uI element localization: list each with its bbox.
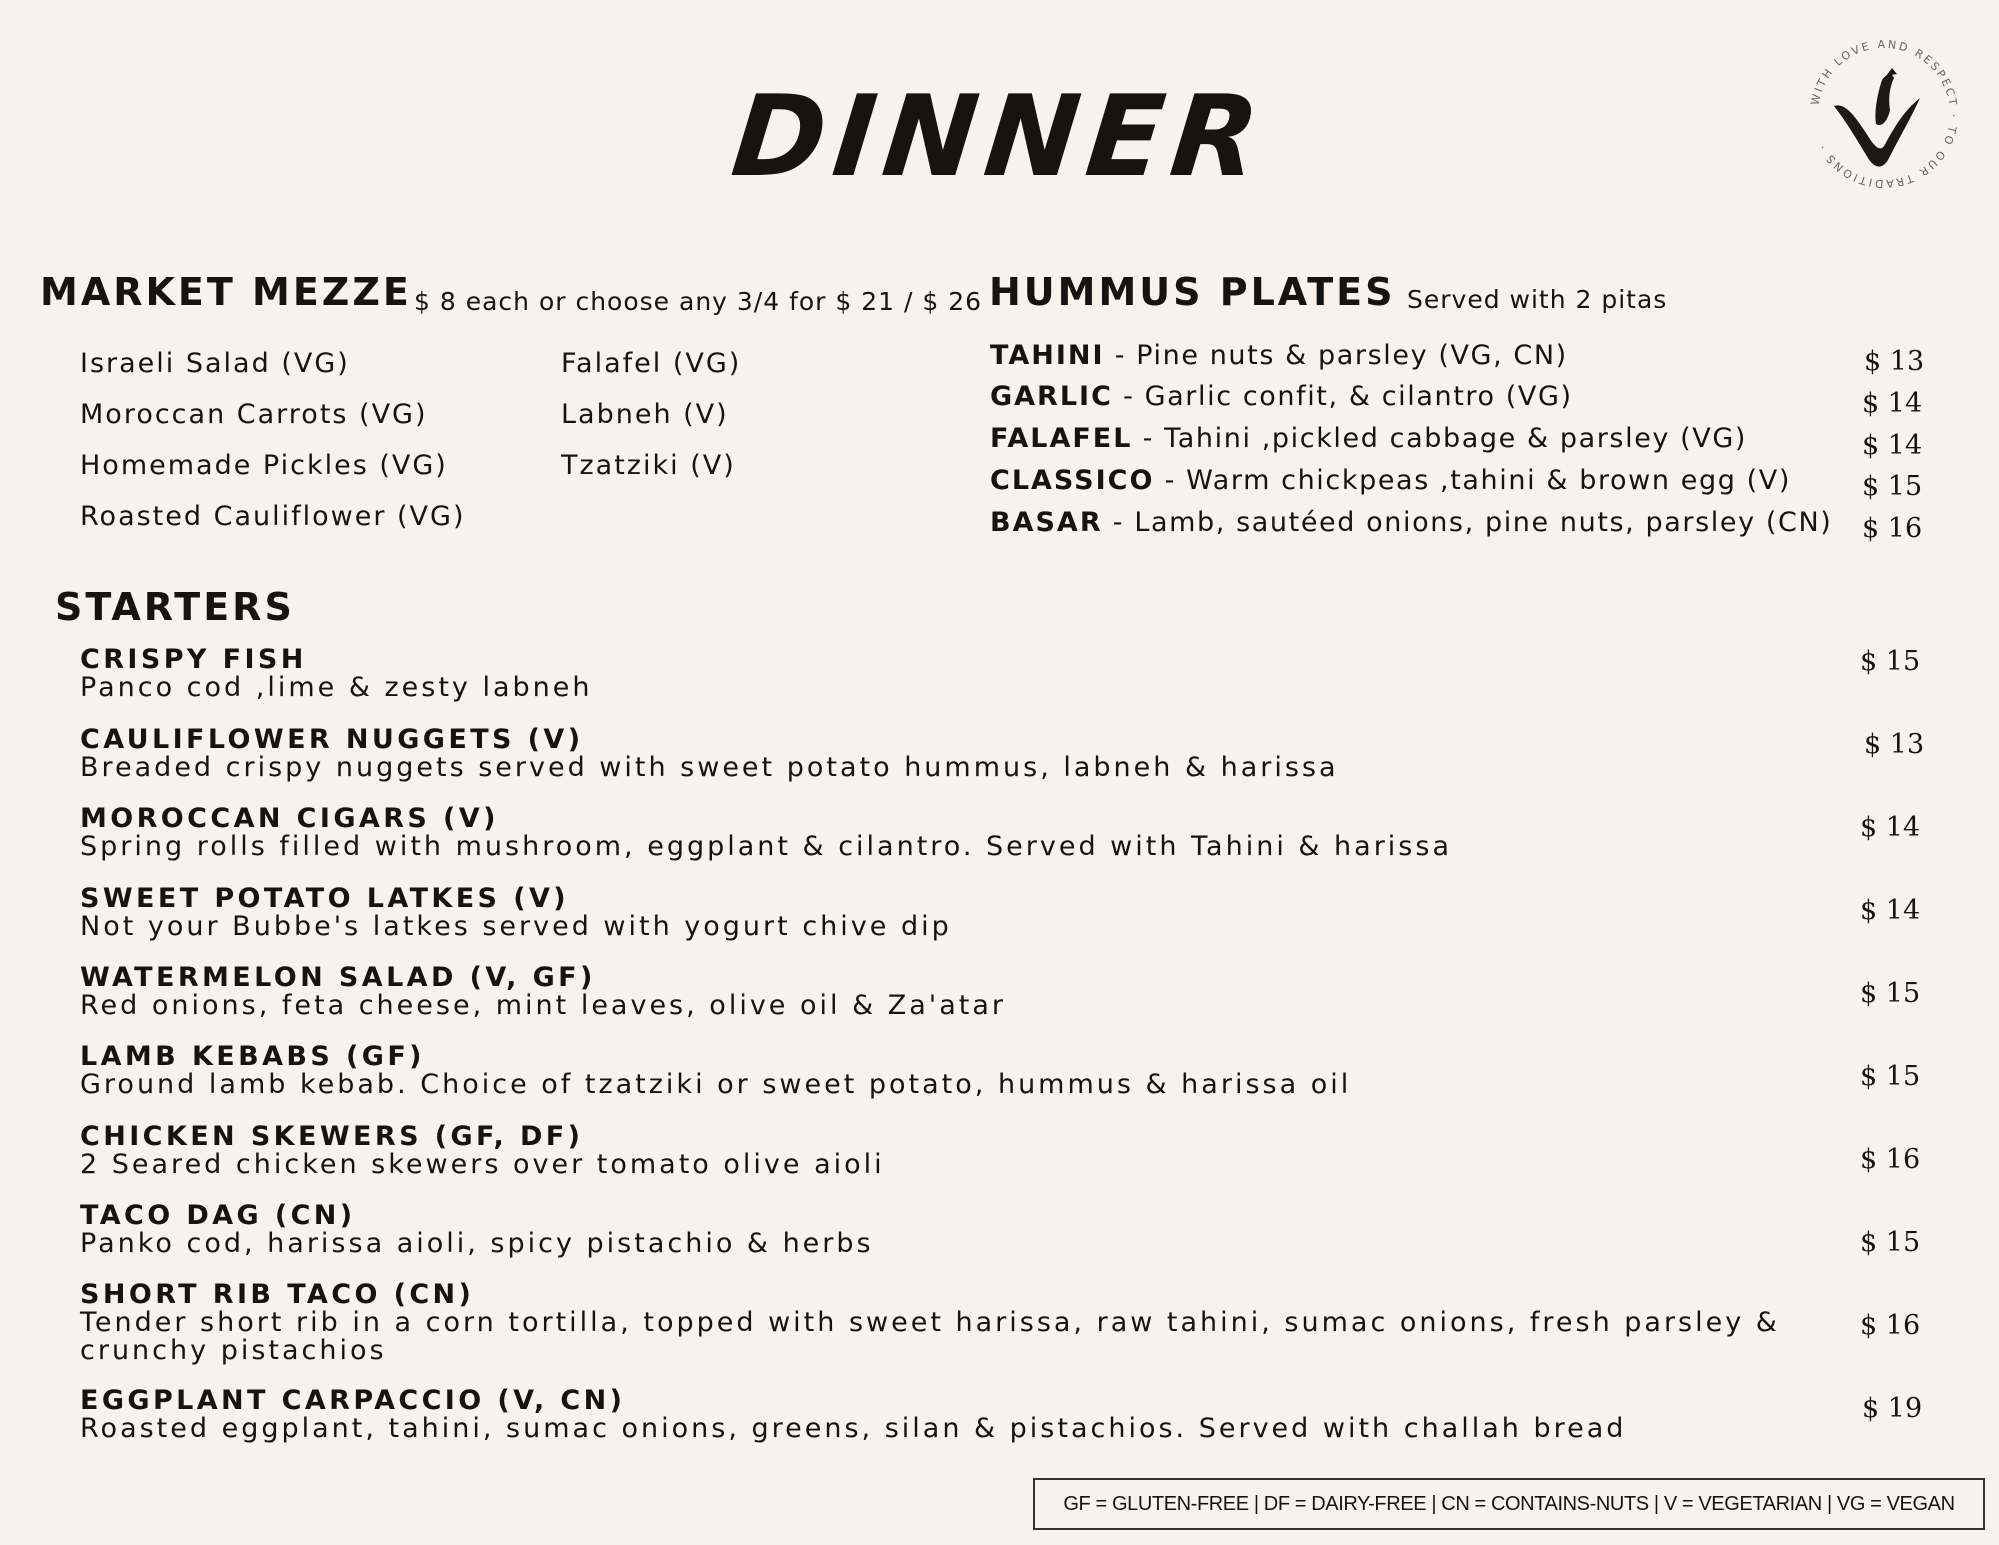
starter-item — [80, 1123, 885, 1179]
starter-item-desc: Tender short rib in a corn tortilla, topped with sweet harissa, raw tahini, sumac onions, fresh parsley & crunchy pistachios — [80, 1307, 1780, 1366]
hummus-item-desc: - Warm chickpeas ,tahini & brown egg (V) — [1154, 465, 1791, 496]
starter-item-price: $ 16 — [1860, 1144, 1921, 1175]
starter-item-desc: Red onions, feta cheese, mint leaves, olive oil & Za'atar — [80, 990, 1006, 1021]
starter-item-name: MOROCCAN CIGARS (V) — [80, 803, 499, 834]
hummus-item-name: BASAR — [990, 507, 1103, 538]
hummus-item-garlic — [990, 381, 1573, 412]
mezze-item: Falafel (VG) — [561, 348, 742, 379]
starter-item-name: CHICKEN SKEWERS (GF, DF) — [80, 1121, 584, 1152]
starter-item — [80, 726, 1339, 782]
hummus-item-name: CLASSICO — [990, 465, 1155, 496]
starter-item-name: CAULIFLOWER NUGGETS (V) — [80, 724, 584, 755]
hummus-plates-note: Served with 2 pitas — [1407, 285, 1668, 314]
starter-item-desc: 2 Seared chicken skewers over tomato olive aioli — [80, 1149, 885, 1180]
hummus-item-price: $ 16 — [1862, 513, 1923, 544]
starter-item — [80, 1281, 1800, 1365]
hummus-item-desc: - Lamb, sautéed onions, pine nuts, parsley (CN) — [1102, 507, 1833, 538]
starter-item — [80, 1202, 874, 1258]
starter-item-name: LAMB KEBABS (GF) — [80, 1041, 425, 1072]
hummus-item-basar — [990, 507, 1832, 538]
svg-text:WITH LOVE AND RESPECT · TO OUR: WITH LOVE AND RESPECT · TO OUR TRADITIONS · — [1808, 37, 1961, 191]
mezze-item: Moroccan Carrots (VG) — [80, 399, 428, 430]
starter-item-name: EGGPLANT CARPACCIO (V, CN) — [80, 1385, 626, 1416]
starter-item-price: $ 16 — [1860, 1310, 1921, 1341]
hummus-item-price: $ 13 — [1864, 346, 1925, 377]
hummus-item-desc: - Pine nuts & parsley (VG, CN) — [1104, 340, 1568, 371]
starter-item-price: $ 15 — [1860, 1227, 1921, 1258]
hummus-item-falafel — [990, 423, 1747, 454]
mezze-item: Homemade Pickles (VG) — [80, 450, 448, 481]
starter-item-name: SHORT RIB TACO (CN) — [80, 1279, 475, 1310]
starter-item-desc: Roasted eggplant, tahini, sumac onions, greens, silan & pistachios. Served with challah bread — [80, 1413, 1627, 1444]
page-title: DINNER — [726, 72, 1273, 202]
hummus-item-name: TAHINI — [990, 340, 1105, 371]
hummus-item-tahini — [990, 340, 1568, 371]
starter-item — [80, 964, 1006, 1020]
hummus-item-desc: - Tahini ,pickled cabbage & parsley (VG) — [1132, 423, 1748, 454]
starter-item-name: TACO DAG (CN) — [80, 1200, 356, 1231]
hummus-item-price: $ 14 — [1862, 388, 1923, 419]
starter-item-desc: Spring rolls filled with mushroom, eggplant & cilantro. Served with Tahini & harissa — [80, 831, 1452, 862]
starter-item-price: $ 14 — [1860, 895, 1921, 926]
market-mezze-note: $ 8 each or choose any 3/4 for $ 21 / $ 26 — [414, 287, 983, 316]
hummus-plates-heading: HUMMUS PLATES — [989, 270, 1396, 314]
starter-item — [80, 646, 593, 702]
hummus-item-name: GARLIC — [990, 381, 1113, 412]
brand-seal-logo — [1798, 28, 1970, 200]
starter-item-price: $ 15 — [1860, 978, 1921, 1009]
starter-item-desc: Ground lamb kebab. Choice of tzatziki or sweet potato, hummus & harissa oil — [80, 1069, 1352, 1100]
starter-item-price: $ 15 — [1860, 1061, 1921, 1092]
mezze-item: Roasted Cauliflower (VG) — [80, 501, 466, 532]
hummus-item-desc: - Garlic confit, & cilantro (VG) — [1112, 381, 1573, 412]
starter-item-price: $ 14 — [1860, 812, 1921, 843]
starter-item-price: $ 13 — [1864, 729, 1925, 760]
starter-item-desc: Not your Bubbe's latkes served with yogurt chive dip — [80, 911, 952, 942]
hummus-item-classico — [990, 465, 1791, 496]
starter-item — [80, 885, 952, 941]
mezze-item: Tzatziki (V) — [561, 450, 736, 481]
mezze-item: Israeli Salad (VG) — [80, 348, 350, 379]
starter-item-name: CRISPY FISH — [80, 644, 307, 675]
hummus-item-price: $ 14 — [1862, 430, 1923, 461]
dietary-legend: GF = GLUTEN-FREE | DF = DAIRY-FREE | CN = CONTAINS-NUTS | V = VEGETARIAN | VG = VEGAN — [1033, 1478, 1985, 1530]
starter-item-desc: Breaded crispy nuggets served with sweet potato hummus, labneh & harissa — [80, 752, 1339, 783]
starter-item-price: $ 15 — [1860, 646, 1921, 677]
mezze-item: Labneh (V) — [561, 399, 729, 430]
starter-item-name: SWEET POTATO LATKES (V) — [80, 883, 569, 914]
starter-item-name: WATERMELON SALAD (V, GF) — [80, 962, 596, 993]
starter-item-price: $ 19 — [1862, 1393, 1923, 1424]
starter-item-desc: Panko cod, harissa aioli, spicy pistachio & herbs — [80, 1228, 874, 1259]
starter-item — [80, 1387, 1626, 1443]
starter-item — [80, 1043, 1351, 1099]
market-mezze-heading: MARKET MEZZE — [40, 270, 412, 314]
starter-item-desc: Panco cod ,lime & zesty labneh — [80, 672, 593, 703]
hummus-item-price: $ 15 — [1862, 471, 1923, 502]
starters-heading: STARTERS — [55, 585, 295, 629]
starter-item — [80, 805, 1452, 861]
hummus-item-name: FALAFEL — [990, 423, 1133, 454]
